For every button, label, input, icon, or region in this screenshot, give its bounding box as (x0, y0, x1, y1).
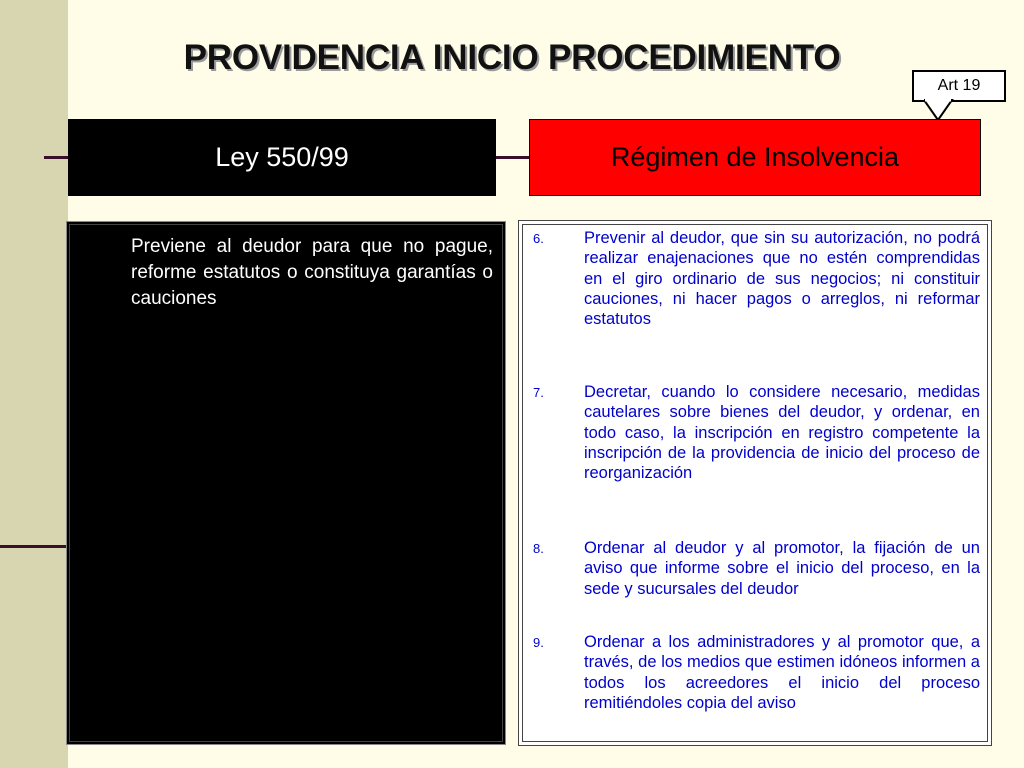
divider-line-bottom-left (0, 545, 68, 548)
callout-label: Art 19 (937, 77, 981, 94)
law-heading: Ley 550/99 (215, 142, 349, 172)
list-item-number: 9. (533, 635, 544, 650)
list-item-text: Ordenar a los administradores y al promotor que, a través, de los medios que estimen idóneos informen a todos los acreedores el inicio del proceso remitiéndoles copia del aviso (584, 633, 980, 712)
side-band (0, 0, 68, 768)
slide-title: PROVIDENCIA INICIO PROCEDIMIENTO (183, 38, 841, 77)
law-heading-box (68, 119, 496, 196)
regime-heading: Régimen de Insolvencia (610, 142, 900, 172)
divider-line-top-left (44, 156, 70, 159)
list-item-text: Prevenir al deudor, que sin su autorización, no podrá realizar enajenaciones que no estén comprendidas en el giro ordinario de sus negocios; ni constituir cauciones, ni hacer pagos o arreglos, ni reformar estatutos (584, 229, 980, 329)
callout-pointer (924, 99, 954, 121)
regime-heading-box (529, 119, 981, 196)
law-content-panel (66, 221, 506, 745)
list-item-number: 7. (533, 385, 544, 400)
article-callout (912, 70, 1006, 102)
list-item-number: 6. (533, 231, 544, 246)
regime-content-inner (522, 224, 988, 742)
list-item-text: Ordenar al deudor y al promotor, la fijación de un aviso que informe sobre el inicio del proceso, en la sede y sucursales del deudor (584, 539, 980, 598)
list-item-text: Decretar, cuando lo considere necesario, medidas cautelares sobre bienes del deudor, y ordenar, en todo caso, la inscripción en registro competente la inscripción de la providencia de inicio del proceso de reorganización (584, 383, 980, 483)
divider-line-middle (496, 156, 530, 159)
regime-content-panel (518, 220, 992, 746)
law-description: Previene al deudor para que no pague, reforme estatutos o constituya garantías o cauciones (131, 236, 493, 309)
list-item-number: 8. (533, 541, 544, 556)
